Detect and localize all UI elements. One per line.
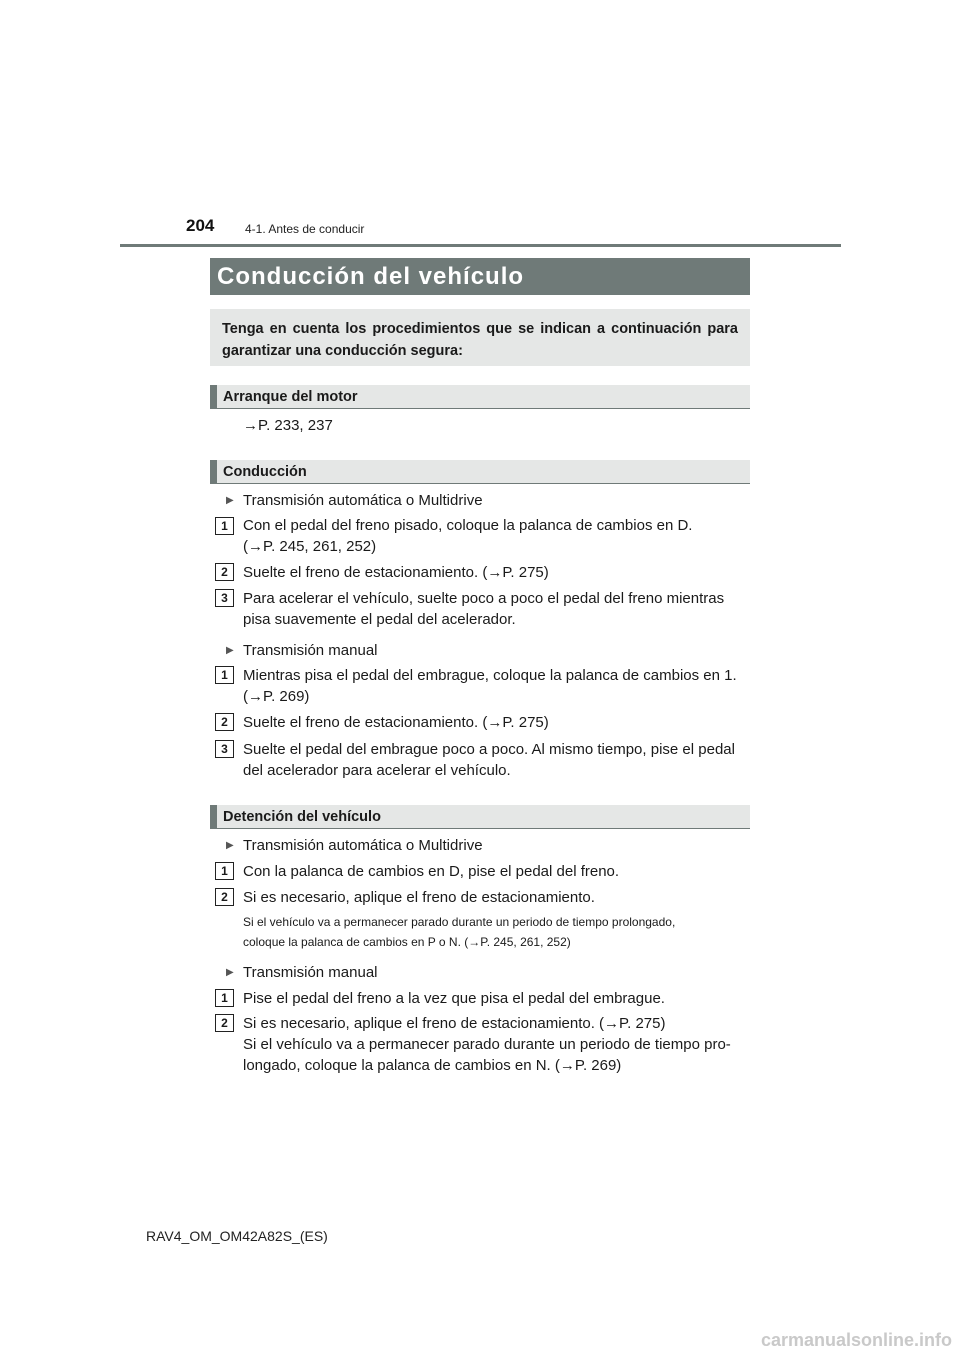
arranque-page-ref: →P. 233, 237 <box>243 417 333 434</box>
conduccion-auto-label <box>226 490 483 511</box>
step-number: 3 <box>215 740 234 758</box>
page-title: Conducción del vehículo <box>210 258 750 295</box>
page-number: 204 <box>186 216 215 235</box>
bullet-label: Transmisión automática o Multidrive <box>243 492 483 509</box>
section-heading-detencion: Detención del vehículo <box>210 805 750 829</box>
step-text <box>243 588 746 630</box>
triangle-bullet-icon: ▶ <box>226 495 234 506</box>
step-number: 1 <box>215 989 234 1007</box>
step-line: pisa suavemente el pedal del acelerador. <box>243 611 516 628</box>
step-number: 2 <box>215 1014 234 1032</box>
step-line: Suelte el freno de estacionamiento. (→P. 275) <box>243 564 549 581</box>
detencion-note <box>243 912 746 952</box>
breadcrumb: 4-1. Antes de conducir <box>245 222 365 236</box>
step-line: Mientras pisa el pedal del embrague, coloque la palanca de cambios en 1. <box>243 667 737 684</box>
step-line: Si el vehículo va a permanecer parado durante un periodo de tiempo pro- <box>243 1036 731 1053</box>
step-text <box>243 739 746 781</box>
conduccion-manual-label <box>226 640 378 661</box>
triangle-bullet-icon: ▶ <box>226 645 234 656</box>
step-number: 3 <box>215 589 234 607</box>
step-text <box>243 988 746 1009</box>
step-text <box>243 515 746 557</box>
triangle-bullet-icon: ▶ <box>226 967 234 978</box>
bullet-label: Transmisión manual <box>243 964 378 981</box>
step-number: 1 <box>215 666 234 684</box>
section-heading-arranque: Arranque del motor <box>210 385 750 409</box>
step-number: 2 <box>215 713 234 731</box>
step-line: Pise el pedal del freno a la vez que pisa el pedal del embrague. <box>243 990 665 1007</box>
step-text <box>243 712 746 733</box>
detencion-auto-label <box>226 835 483 856</box>
step-line: (→P. 269) <box>243 688 310 705</box>
note-line: Si el vehículo va a permanecer parado durante un periodo de tiempo prolongado, <box>243 915 676 929</box>
step-line: longado, coloque la palanca de cambios en N. (→P. 269) <box>243 1057 622 1074</box>
header-divider <box>120 244 841 247</box>
step-line: Con el pedal del freno pisado, coloque la palanca de cambios en D. <box>243 517 693 534</box>
section-heading-conduccion: Conducción <box>210 460 750 484</box>
bullet-label: Transmisión manual <box>243 642 378 659</box>
step-text <box>243 887 746 908</box>
bullet-label: Transmisión automática o Multidrive <box>243 837 483 854</box>
step-line: Con la palanca de cambios en D, pise el pedal del freno. <box>243 863 620 880</box>
step-line: Suelte el freno de estacionamiento. (→P. 275) <box>243 714 549 731</box>
triangle-bullet-icon: ▶ <box>226 840 234 851</box>
step-text <box>243 861 746 882</box>
step-number: 1 <box>215 862 234 880</box>
step-line: (→P. 245, 261, 252) <box>243 538 377 555</box>
intro-box <box>210 309 750 366</box>
step-line: del acelerador para acelerar el vehículo. <box>243 762 511 779</box>
document-code: RAV4_OM_OM42A82S_(ES) <box>146 1228 328 1244</box>
note-line: coloque la palanca de cambios en P o N. (→P. 245, 261, 252) <box>243 935 571 949</box>
step-line: Para acelerar el vehículo, suelte poco a poco el pedal del freno mientras <box>243 590 725 607</box>
step-number: 2 <box>215 563 234 581</box>
step-line: Suelte el pedal del embrague poco a poco. Al mismo tiempo, pise el pedal <box>243 741 735 758</box>
step-text <box>243 1013 746 1076</box>
detencion-manual-label <box>226 962 378 983</box>
step-line: Si es necesario, aplique el freno de estacionamiento. <box>243 889 595 906</box>
step-number: 2 <box>215 888 234 906</box>
step-text <box>243 665 746 707</box>
step-text <box>243 562 746 583</box>
watermark: carmanualsonline.info <box>760 1330 952 1350</box>
intro-text: Tenga en cuenta los procedimientos que se indican a continuación para garantizar una conducción segura: <box>222 321 738 359</box>
step-number: 1 <box>215 517 234 535</box>
step-line: Si es necesario, aplique el freno de estacionamiento. (→P. 275) <box>243 1015 666 1032</box>
